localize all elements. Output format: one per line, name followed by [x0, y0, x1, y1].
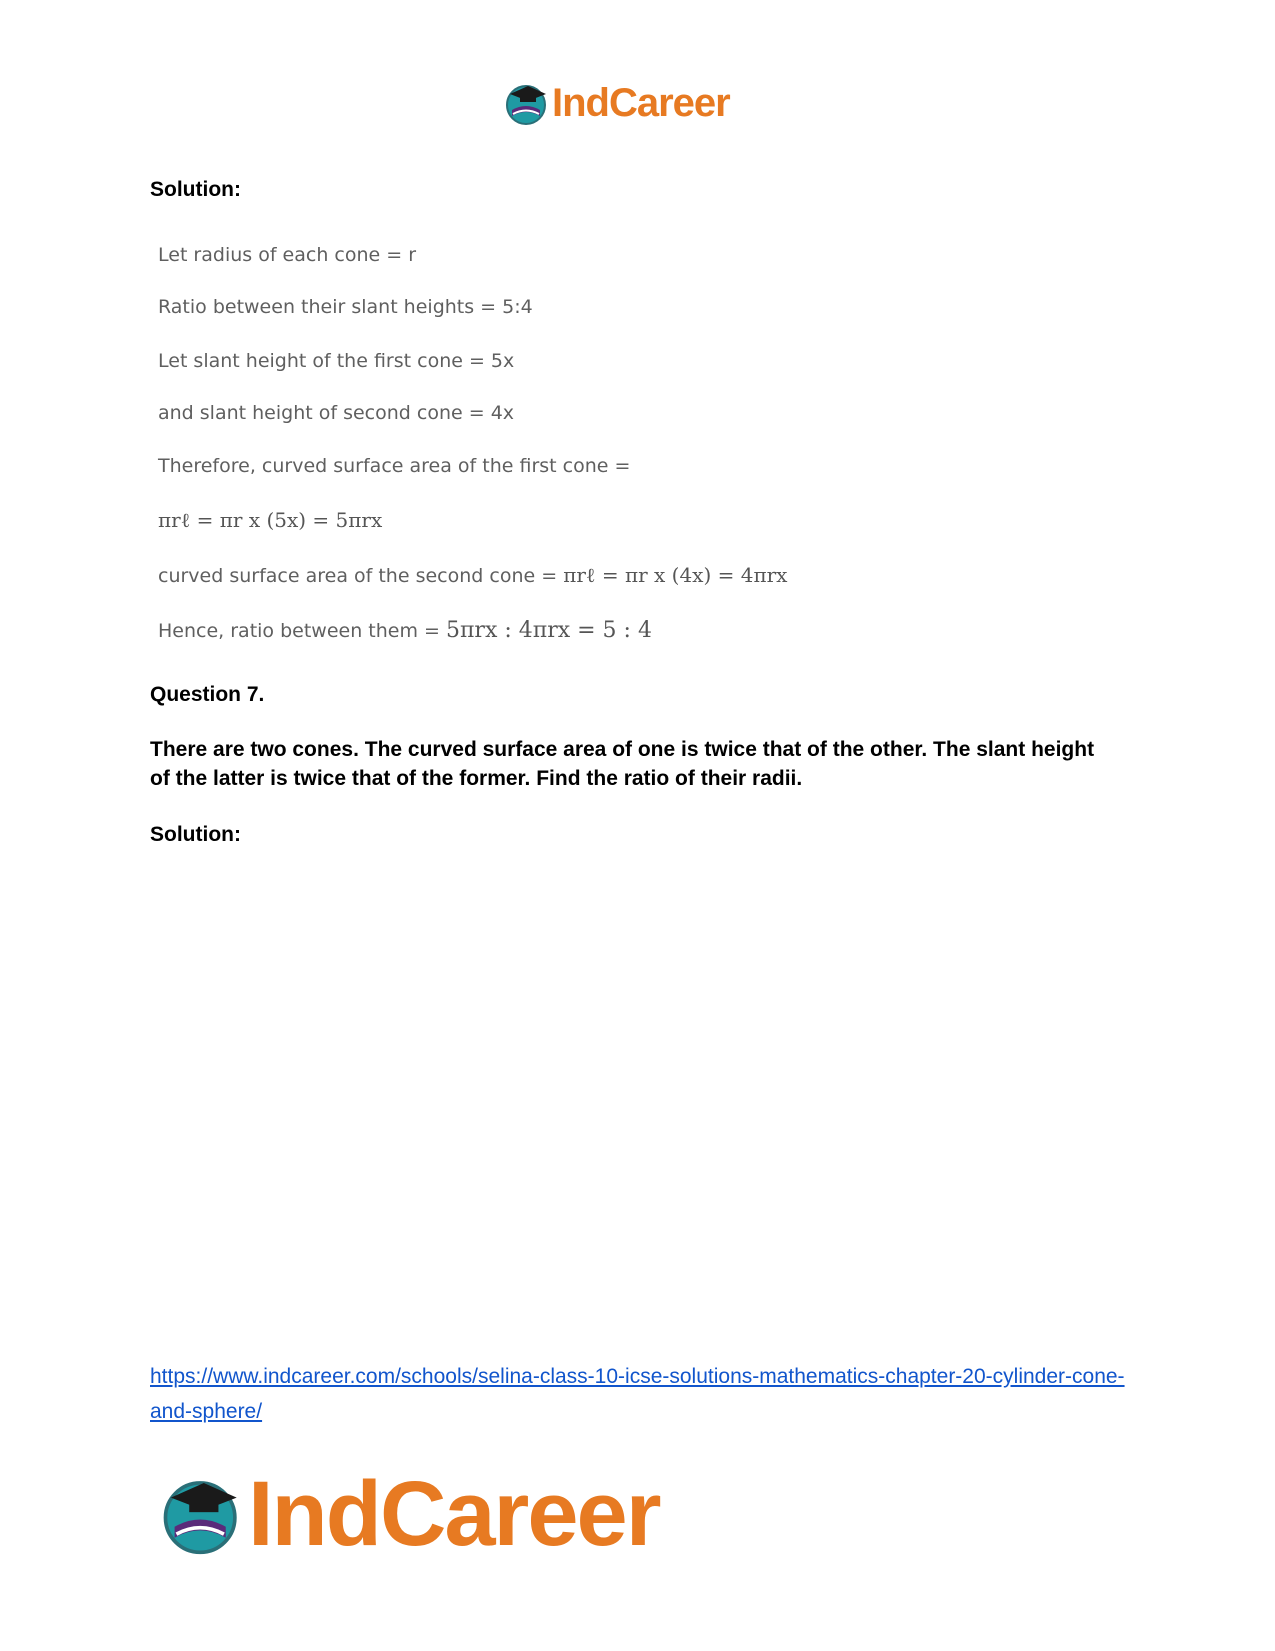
solution-step: Let slant height of the first cone = 5x: [158, 350, 515, 372]
formula-second-cone: πrℓ = πr x (4x) = 4πrx: [563, 563, 788, 587]
ratio-line: [158, 618, 652, 643]
footer-logo: [160, 1463, 660, 1565]
logo-text: IndCareer: [248, 1463, 660, 1565]
solution-step: Let radius of each cone = r: [158, 244, 417, 266]
header-logo: [504, 80, 730, 126]
ratio-label: Hence, ratio between them =: [158, 620, 446, 642]
formula-first-cone: πrℓ = πr x (5x) = 5πrx: [158, 508, 383, 532]
logo-text: IndCareer: [552, 81, 730, 125]
solution-step: and slant height of second cone = 4x: [158, 402, 515, 424]
source-link[interactable]: https://www.indcareer.com/schools/selina-class-10-icse-solutions-mathematics-chapter-20-cylinder-cone-and-sphere/: [150, 1365, 1125, 1423]
second-cone-line: [158, 563, 787, 588]
second-cone-label: curved surface area of the second cone =: [158, 565, 564, 587]
ratio-formula: 5πrx : 4πrx = 5 : 4: [445, 618, 652, 643]
question-text: There are two cones. The curved surface area of one is twice that of the other. The slant height of the latter is twice that of the former. Find the ratio of their radii.: [150, 738, 1095, 790]
solution-step: Therefore, curved surface area of the first cone =: [158, 455, 631, 477]
graduation-cap-globe-icon: [504, 80, 550, 126]
graduation-cap-globe-icon: [160, 1472, 244, 1556]
solution-step: Ratio between their slant heights = 5:4: [158, 296, 533, 318]
solution-heading-2: Solution:: [150, 823, 241, 846]
solution-heading: Solution:: [150, 178, 241, 201]
question-heading: Question 7.: [150, 683, 265, 706]
